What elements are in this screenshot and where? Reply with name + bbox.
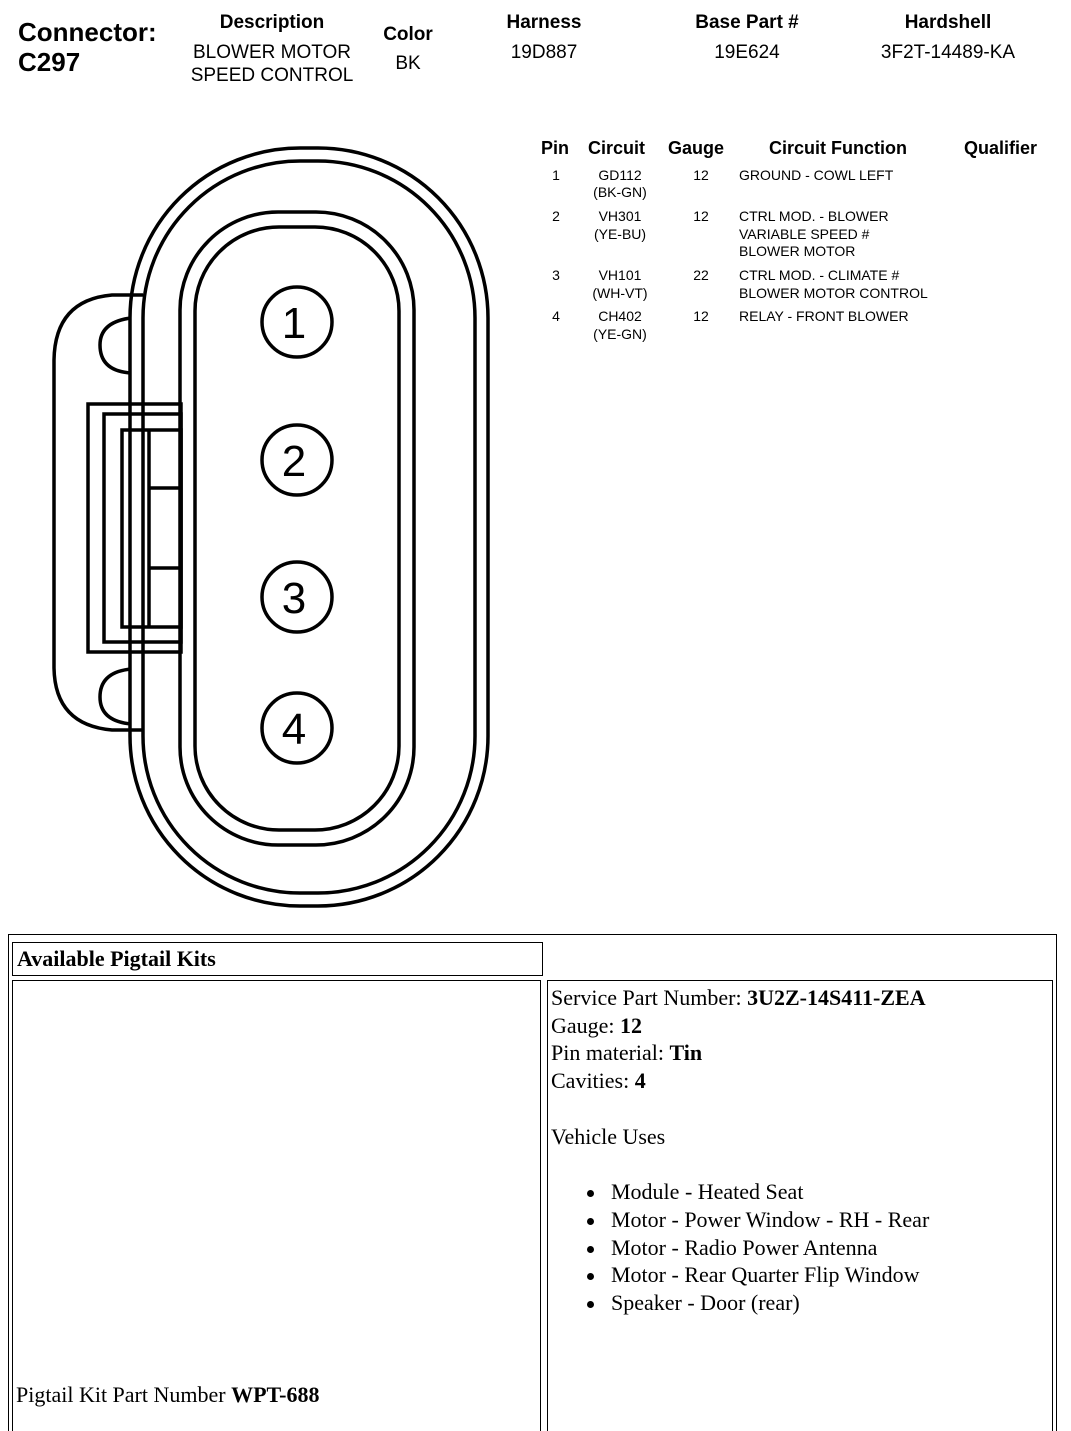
pin-label-2: 2 — [281, 437, 307, 486]
cavities-line: Cavities: 4 — [551, 1068, 646, 1094]
pin-function: RELAY - FRONT BLOWER — [739, 308, 909, 324]
harness-header: Harness — [506, 12, 582, 33]
pin-number: 3 — [552, 267, 560, 283]
bullet-icon — [587, 1190, 594, 1197]
pigtail-header: Available Pigtail Kits — [17, 946, 216, 971]
description-line-1: BLOWER MOTOR — [193, 42, 351, 63]
pin-label-1: 1 — [281, 299, 307, 348]
connector-label: Connector: — [18, 17, 157, 47]
list-item: Motor - Rear Quarter Flip Window — [585, 1261, 929, 1289]
description-header: Description — [219, 12, 325, 33]
pin-function: BLOWER MOTOR CONTROL — [739, 285, 928, 301]
pin-wire-color: (YE-BU) — [593, 226, 647, 242]
pin-gauge: 12 — [693, 167, 709, 183]
bullet-icon — [587, 1301, 594, 1308]
pin-circuit: CH402 — [598, 308, 642, 324]
service-part-value: 3U2Z-14S411-ZEA — [747, 985, 926, 1010]
connector-outer-housing — [130, 148, 488, 906]
pin-number: 2 — [552, 208, 560, 224]
description-line-2: SPEED CONTROL — [190, 65, 354, 86]
lock-bar-outer — [88, 404, 181, 652]
connector-inner-housing — [143, 161, 475, 893]
pin-wire-color: (YE-GN) — [593, 326, 647, 342]
pigtail-detail-cell — [547, 980, 1053, 1431]
list-item: Module - Heated Seat — [585, 1178, 929, 1206]
pigtail-kit-line — [16, 1382, 320, 1408]
hardshell-value: 3F2T-14489-KA — [880, 42, 1016, 63]
pin-wire-color: (WH-VT) — [592, 285, 648, 301]
base-part-value: 19E624 — [714, 42, 780, 63]
pin-label-3: 3 — [281, 574, 307, 623]
pin-circuit: GD112 — [598, 167, 642, 183]
pin-label-4: 4 — [281, 705, 307, 754]
bullet-icon — [587, 1246, 594, 1253]
pin-gauge: 12 — [693, 208, 709, 224]
pin-material-line: Pin material: Tin — [551, 1040, 703, 1066]
pin-wire-color: (BK-GN) — [593, 184, 647, 200]
function-col-header: Circuit Function — [769, 138, 907, 158]
gauge-line: Gauge: 12 — [551, 1012, 643, 1038]
latch-notch-top — [100, 318, 131, 373]
pin-number: 4 — [552, 308, 560, 324]
pin-function: CTRL MOD. - CLIMATE # — [739, 267, 900, 283]
vehicle-uses-list — [585, 1178, 929, 1317]
color-value: BK — [395, 53, 421, 74]
pin-circuit: VH301 — [598, 208, 642, 224]
connector-face-diagram — [0, 0, 520, 920]
list-item: Motor - Radio Power Antenna — [585, 1234, 929, 1262]
kit-number-value: WPT-688 — [231, 1382, 320, 1407]
pigtail-kit-cell — [12, 980, 541, 1431]
pigtail-header-cell — [12, 942, 543, 976]
gauge-value: 12 — [620, 1012, 643, 1038]
latch-notch-bottom — [100, 669, 131, 724]
service-part-line: Service Part Number: 3U2Z-14S411-ZEA — [551, 985, 926, 1010]
pin-gauge: 22 — [693, 267, 709, 283]
qualifier-col-header: Qualifier — [964, 138, 1038, 158]
base-part-header: Base Part # — [695, 12, 799, 33]
pin-function: GROUND - COWL LEFT — [739, 167, 894, 183]
pin-gauge: 12 — [693, 308, 709, 324]
list-item: Motor - Power Window - RH - Rear — [585, 1206, 929, 1234]
harness-value: 19D887 — [510, 42, 578, 63]
bullet-icon — [587, 1218, 594, 1225]
pin-function: VARIABLE SPEED # — [739, 226, 870, 242]
pin-function: CTRL MOD. - BLOWER — [739, 208, 889, 224]
pin-circuit: VH101 — [598, 267, 642, 283]
pin-col-header: Pin — [541, 138, 570, 158]
pin-number: 1 — [552, 167, 560, 183]
cavities-value: 4 — [634, 1068, 646, 1094]
pin-function: BLOWER MOTOR — [739, 243, 856, 259]
hardshell-header: Hardshell — [904, 12, 992, 33]
gauge-col-header: Gauge — [668, 138, 725, 158]
kit-number-label: Pigtail Kit Part Number — [16, 1382, 232, 1407]
vehicle-uses-label: Vehicle Uses — [551, 1123, 666, 1149]
list-item: Speaker - Door (rear) — [585, 1289, 929, 1317]
color-header: Color — [383, 24, 433, 45]
pigtail-details — [551, 984, 929, 1317]
pin-material-value: Tin — [669, 1040, 703, 1066]
circuit-col-header: Circuit — [588, 138, 646, 158]
bullet-icon — [587, 1273, 594, 1280]
connector-id: C297 — [18, 47, 81, 77]
